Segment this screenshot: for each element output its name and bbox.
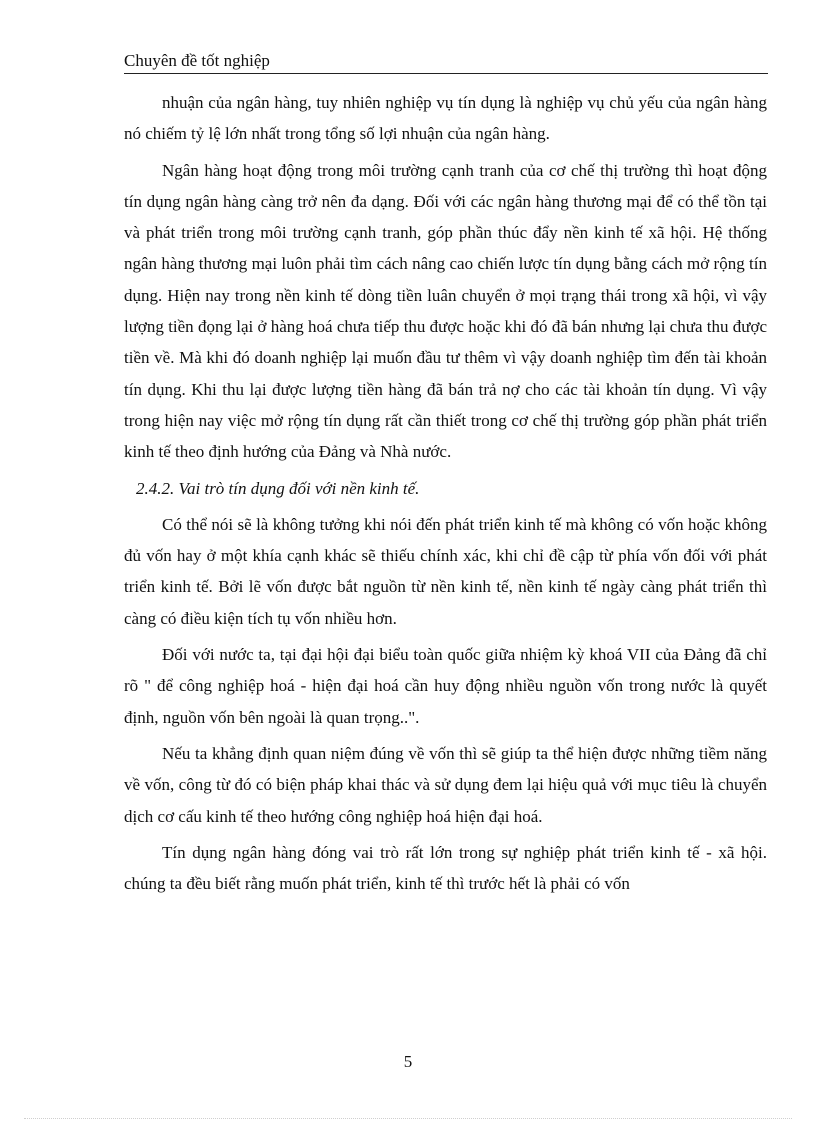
paragraph-bank-credit: Tín dụng ngân hàng đóng vai trò rất lớn trong sự nghiệp phát triển kinh tế - xã hội. chúng ta đều biết rằng muốn phát triển, kinh tế thì trước hết là phải có vốn	[124, 842, 767, 894]
document-body	[124, 87, 767, 904]
paragraph-potential: Nếu ta khẳng định quan niệm đúng về vốn thì sẽ giúp ta thể hiện được những tiềm năng về vốn, công từ đó có biện pháp khai thác và sử dụng đem lại hiệu quả với mục tiêu là chuyển dịch cơ cấu kinh tế theo hướng công nghiệp hoá hiện đại hoá.	[124, 743, 767, 826]
page-header: Chuyên đề tốt nghiệp	[124, 50, 768, 74]
page-bottom-divider	[24, 1118, 792, 1119]
paragraph-capital: Có thể nói sẽ là không tưởng khi nói đến phát triển kinh tế mà không có vốn hoặc không đủ vốn hay ở một khía cạnh khác sẽ thiếu chính xác, khi chỉ đề cập từ phía vốn đối với phát triển kinh tế. Bởi lẽ vốn được bắt nguồn từ nền kinh tế, nền kinh tế ngày càng phát triển thì càng có điều kiện tích tụ vốn nhiều hơn.	[124, 514, 767, 628]
page-number: 5	[403, 1052, 413, 1071]
paragraph-continuation: nhuận của ngân hàng, tuy nhiên nghiệp vụ tín dụng là nghiệp vụ chủ yếu của ngân hàng nó chiếm tỷ lệ lớn nhất trong tổng số lợi nhuận của ngân hàng.	[124, 93, 767, 144]
paragraph-competition: Ngân hàng hoạt động trong môi trường cạnh tranh của cơ chế thị trường thì hoạt động tín dụng ngân hàng càng trở nên đa dạng. Đối với các ngân hàng thương mại để có thể tồn tại và phát triển trong môi trường cạnh tranh, góp phần thúc đẩy nền kinh tế xã hội. Hệ thống ngân hàng thương mại luôn phải tìm cách nâng cao chiến lược tín dụng bằng cách mở rộng tín dụng. Hiện nay trong nền kinh tế dòng tiền luân chuyển ở mọi trạng thái trong xã hội, vì vậy lượng tiền đọng lại ở hàng hoá chưa tiếp thu được hoặc khi đó đã bán nhưng lại chưa thu được tiền về. Mà khi đó doanh nghiệp lại muốn đầu tư thêm vì vậy doanh nghiệp tìm đến tài khoản tín dụng. Khi thu lại được lượng tiền hàng đã bán trả nợ cho các tài khoản tín dụng. Vì vậy trong hiện nay việc mở rộng tín dụng rất cần thiết trong cơ chế thị trường góp phần phát triển kinh tế theo định hướng của Đảng và Nhà nước.	[124, 160, 767, 462]
paragraph-congress: Đối với nước ta, tại đại hội đại biểu toàn quốc giữa nhiệm kỳ khoá VII của Đảng đã chỉ rõ " để công nghiệp hoá - hiện đại hoá cần huy động nhiều nguồn vốn trong nước là quyết định, nguồn vốn bên ngoài là quan trọng..".	[124, 645, 767, 727]
section-heading: 2.4.2. Vai trò tín dụng đối với nền kinh tế.	[136, 478, 420, 498]
